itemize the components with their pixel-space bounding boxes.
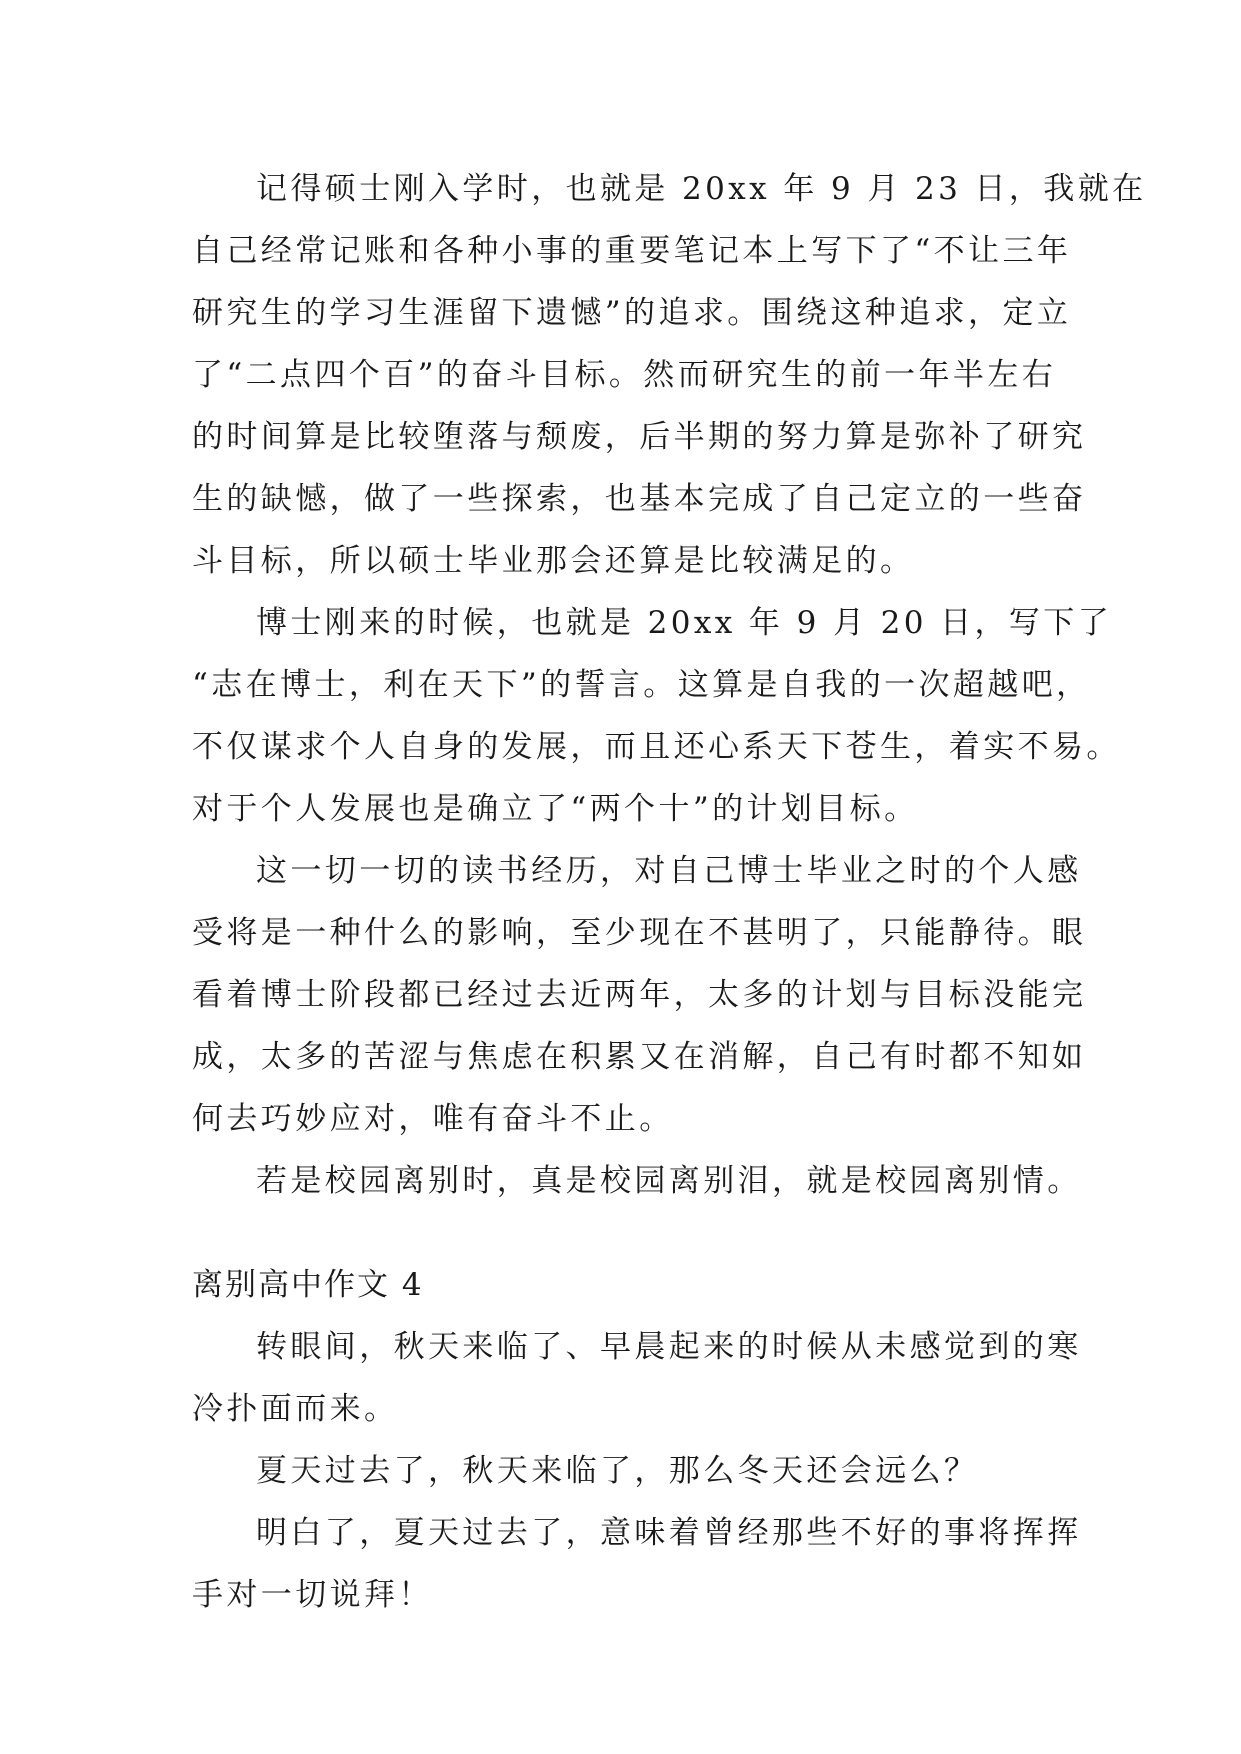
- text-line: 对于个人发展也是确立了“两个十”的计划目标。: [192, 791, 919, 827]
- text-line: 明白了，夏天过去了，意味着曾经那些不好的事将挥挥: [256, 1515, 1082, 1551]
- paragraph: [192, 1150, 1082, 1212]
- paragraph: [192, 592, 1121, 840]
- text-line: 博士刚来的时候，也就是 20xx 年 9 月 20 日，写下了: [256, 605, 1113, 641]
- text-line: 这一切一切的读书经历，对自己博士毕业之时的个人感: [256, 853, 1082, 889]
- text-line: 冷扑面而来。: [192, 1391, 399, 1427]
- paragraph: [192, 840, 1087, 1150]
- document-body: [192, 158, 1147, 1626]
- section-heading: 离别高中作文 4: [192, 1267, 424, 1303]
- text-line: 了“二点四个百”的奋斗目标。然而研究生的前一年半左右: [192, 357, 1057, 393]
- text-line: 记得硕士刚入学时，也就是 20xx 年 9 月 23 日，我就在: [256, 171, 1147, 207]
- text-line: 夏天过去了，秋天来临了，那么冬天还会远么？: [256, 1453, 979, 1489]
- text-line: 斗目标，所以硕士毕业那会还算是比较满足的。: [192, 543, 915, 579]
- text-line: 生的缺憾，做了一些探索，也基本完成了自己定立的一些奋: [192, 481, 1087, 517]
- text-line: 成，太多的苦涩与焦虑在积累又在消解，自己有时都不知如: [192, 1039, 1087, 1075]
- paragraph: [192, 1316, 1082, 1440]
- text-line: 自己经常记账和各种小事的重要笔记本上写下了“不让三年: [192, 233, 1072, 269]
- section-spacer: [192, 1212, 1072, 1254]
- text-line: 的时间算是比较堕落与颓废，后半期的努力算是弥补了研究: [192, 419, 1087, 455]
- text-line: 手对一切说拜！: [192, 1577, 433, 1613]
- paragraph: [192, 1440, 1072, 1502]
- paragraph: [192, 1502, 1082, 1626]
- text-line: 转眼间，秋天来临了、早晨起来的时候从未感觉到的寒: [256, 1329, 1082, 1365]
- text-line: 若是校园离别时，真是校园离别泪，就是校园离别情。: [256, 1163, 1082, 1199]
- text-line: 看着博士阶段都已经过去近两年，太多的计划与目标没能完: [192, 977, 1087, 1013]
- text-line: 何去巧妙应对，唯有奋斗不止。: [192, 1101, 674, 1137]
- text-line: 受将是一种什么的影响，至少现在不甚明了，只能静待。眼: [192, 915, 1087, 951]
- paragraph: [192, 158, 1147, 592]
- text-line: 研究生的学习生涯留下遗憾”的追求。围绕这种追求，定立: [192, 295, 1072, 331]
- text-line: “志在博士，利在天下”的誓言。这算是自我的一次超越吧，: [192, 667, 1091, 703]
- text-line: 不仅谋求个人自身的发展，而且还心系天下苍生，着实不易。: [192, 729, 1121, 765]
